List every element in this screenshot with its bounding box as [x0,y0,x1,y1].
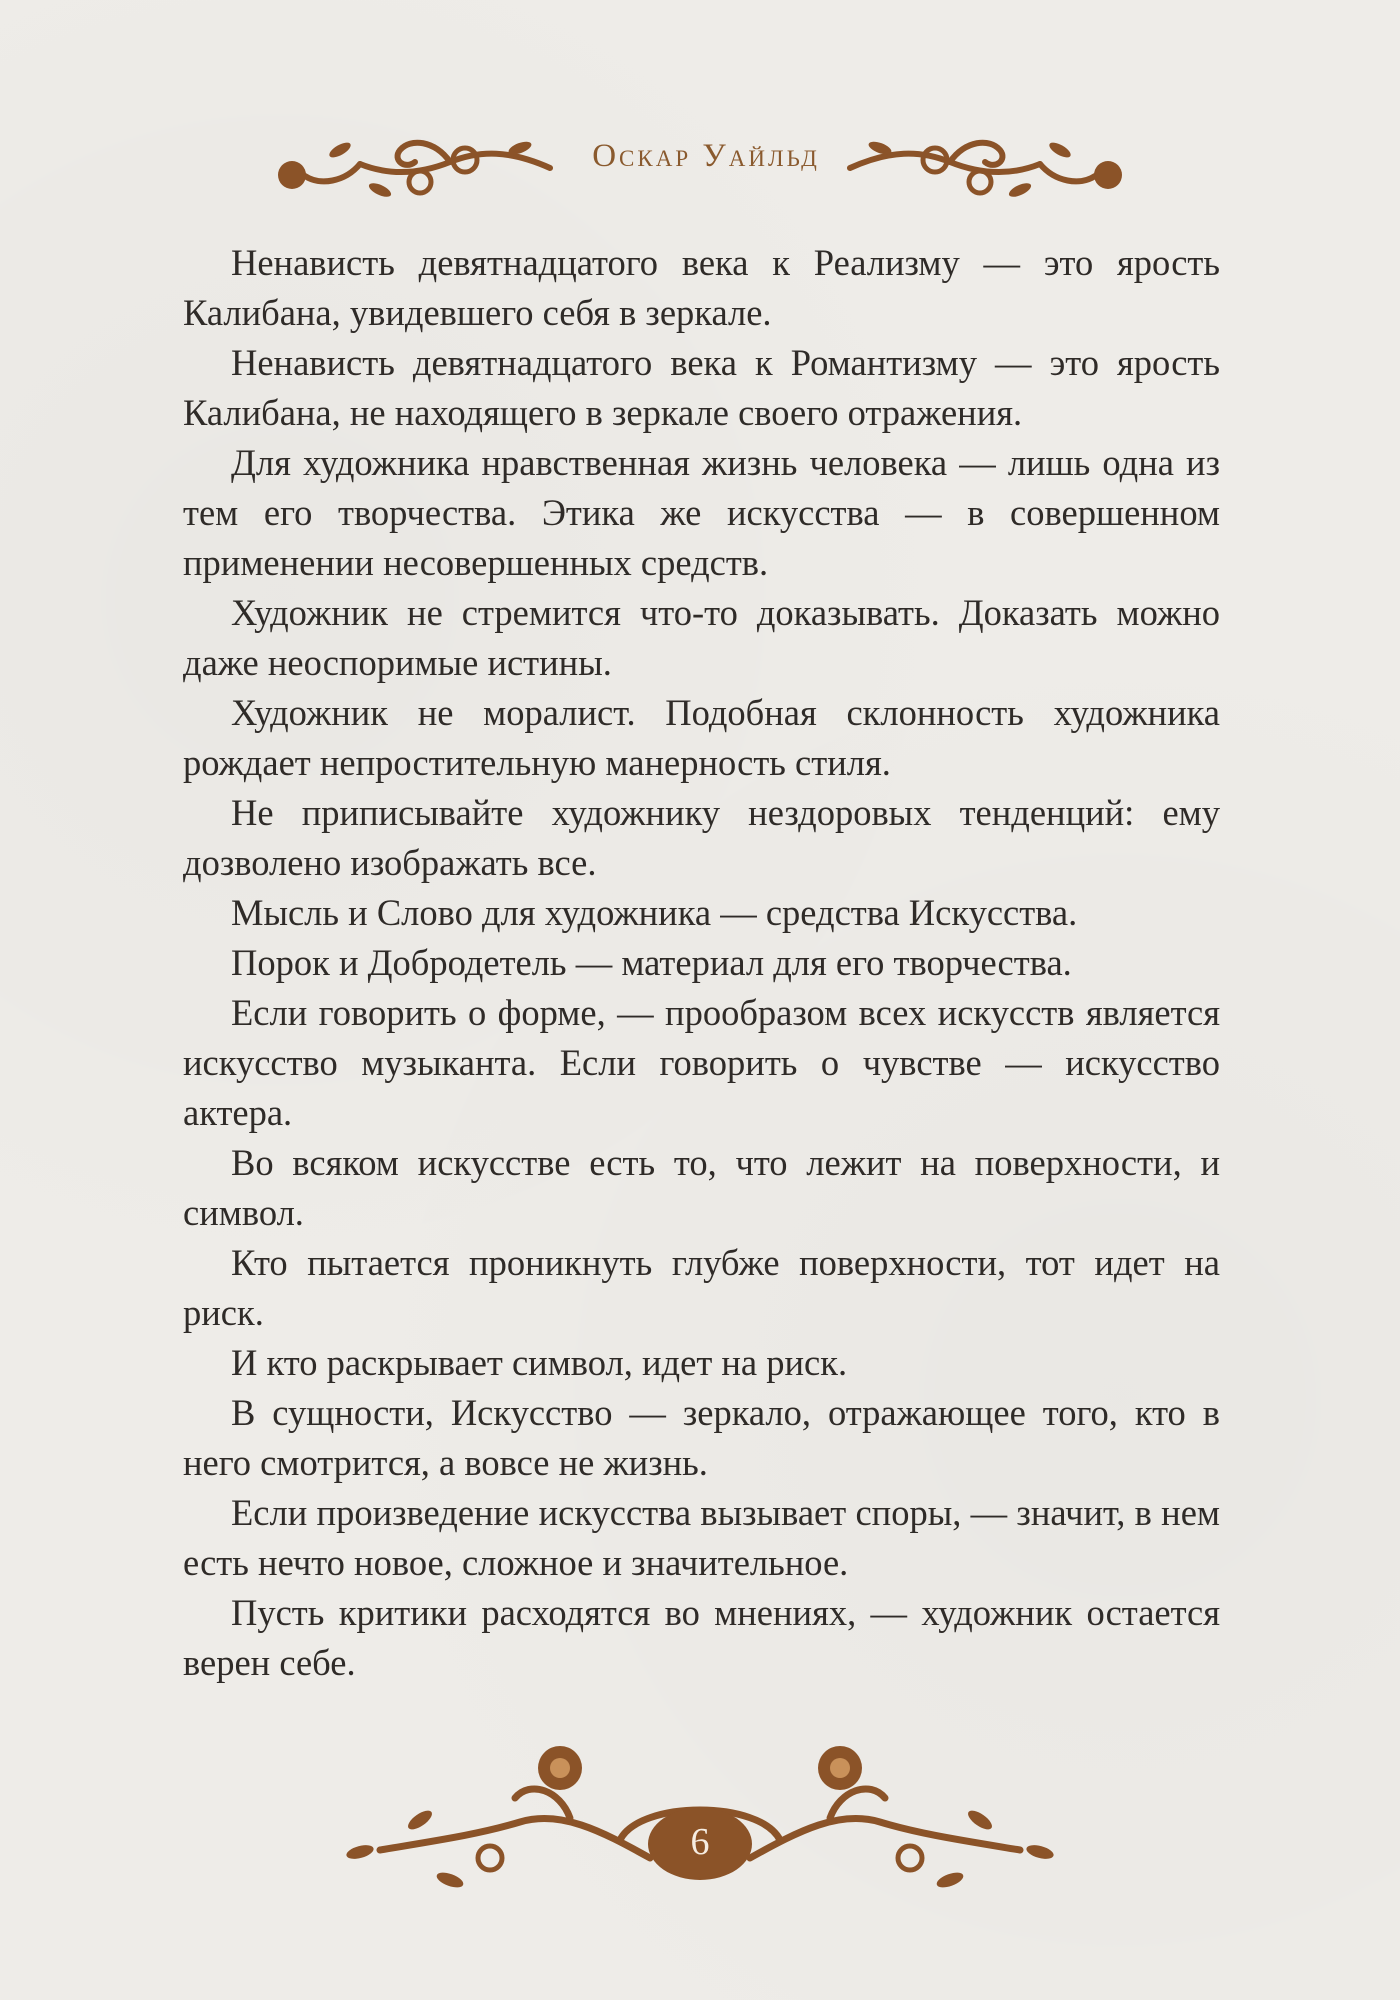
page-number: 6 [690,1821,710,1863]
paragraph: Мысль и Слово для художника — средства Искусства. [231,892,1078,933]
paragraph: Порок и Добродетель — материал для его творчества. [231,942,1072,983]
paragraph: Не приписывайте художнику нездоровых тенденций: ему дозволено изображать все. [183,792,1220,883]
paragraph: И кто раскрывает символ, идет на риск. [231,1342,848,1383]
author-name: Оскар Уайльд [592,138,820,174]
running-header [0,108,1400,218]
paragraph: Если произведение искусства вызывает споры, — значит, в нем есть нечто новое, сложное и значительное. [183,1492,1220,1583]
paragraph: Художник не моралист. Подобная склонность художника рождает непростительную манерность стиля. [183,692,1220,783]
paragraph: Если говорить о форме, — прообразом всех искусств является искусство музыканта. Если говорить о чувстве — искусство актера. [183,992,1220,1133]
body-text [183,238,1220,1688]
ornament-left-icon [260,120,560,210]
paragraph: Пусть критики расходятся во мнениях, — художник остается верен себе. [183,1592,1220,1683]
ornament-right-icon [840,120,1140,210]
paragraph: В сущности, Искусство — зеркало, отражающее того, кто в него смотрится, а вовсе не жизнь. [183,1392,1220,1483]
paragraph: Ненависть девятнадцатого века к Реализму — это ярость Калибана, увидевшего себя в зеркале. [183,242,1220,333]
paragraph: Для художника нравственная жизнь человека — лишь одна из тем его творчества. Этика же искусства — в совершенном применении несовершенных средств. [183,442,1220,583]
paragraph: Художник не стремится что-то доказывать. Доказать можно даже неоспоримые истины. [183,592,1220,683]
paragraph: Во всяком искусстве есть то, что лежит на поверхности, и символ. [183,1142,1220,1233]
paragraph: Ненависть девятнадцатого века к Романтизму — это ярость Калибана, не находящего в зеркале своего отражения. [183,342,1220,433]
paragraph: Кто пытается проникнуть глубже поверхности, тот идет на риск. [183,1242,1220,1333]
page-footer [320,1740,1080,1900]
